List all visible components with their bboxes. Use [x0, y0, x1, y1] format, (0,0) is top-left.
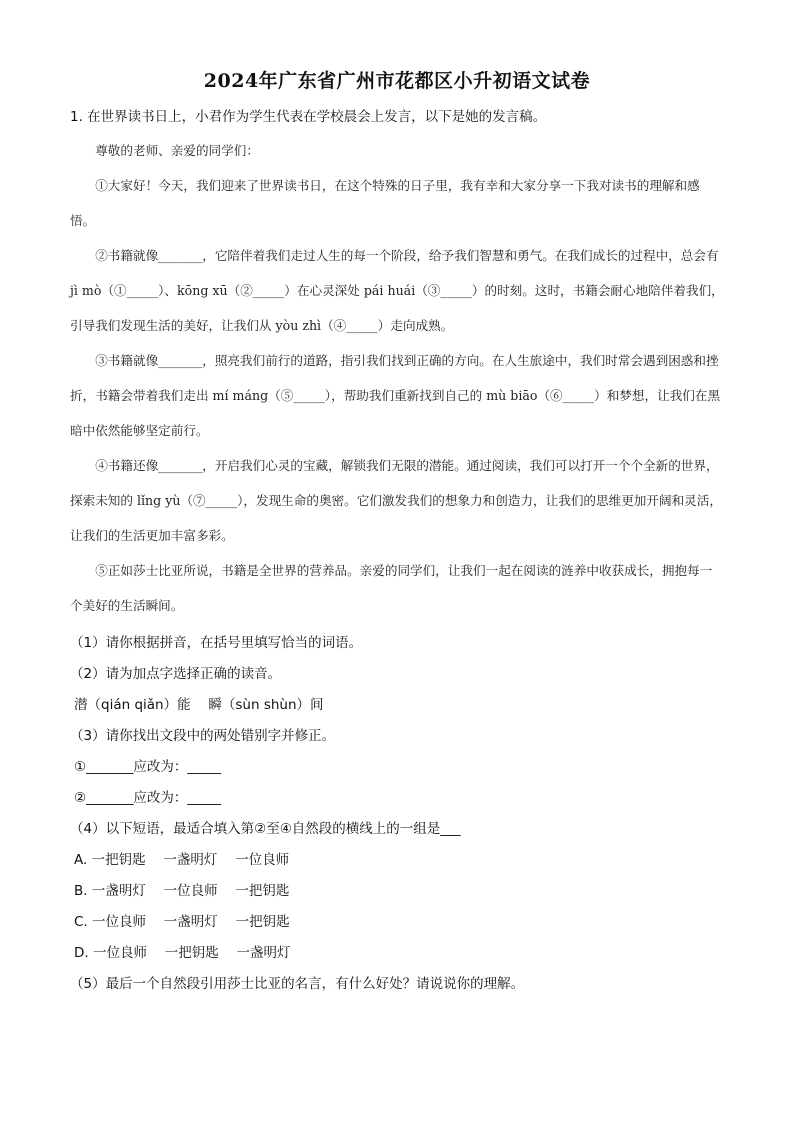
subquestion-1: （1）请你根据拼音，在括号里填写恰当的词语。	[70, 635, 363, 651]
speech-text	[70, 140, 724, 623]
subquestion-2-options: 潜（qián qiǎn）能 瞬（sùn shùn）间	[74, 697, 324, 713]
subquestion-4: （4）以下短语，最适合填入第②至④自然段的横线上的一组是___	[70, 821, 461, 837]
option-a: A. 一把钥匙 一盏明灯 一位良师	[74, 852, 290, 868]
question-1-stem: 1. 在世界读书日上，小君作为学生代表在学校晨会上发言，以下是她的发言稿。	[70, 109, 547, 125]
speech-paragraph-5: ⑤正如莎士比亚所说，书籍是全世界的营养品。亲爱的同学们，让我们一起在阅读的涟养中收获成长，拥抱每一个美好的生活瞬间。	[70, 563, 713, 613]
speech-paragraph-3: ③书籍就像_______，照亮我们前行的道路，指引我们找到正确的方向。在人生旅途中，我们时常会遇到困惑和挫折，书籍会带着我们走出 mí máng（⑤_____），帮助我们重新找到自己的 mù biāo（⑥_____）和梦想，让我们在黑暗中依然能够坚定前行。	[70, 353, 721, 438]
speech-greeting: 尊敬的老师、亲爱的同学们：	[95, 143, 259, 158]
speech-paragraph-4: ④书籍还像_______，开启我们心灵的宝藏，解锁我们无限的潜能。通过阅读，我们可以打开一个个全新的世界，探索未知的 lǐng yù（⑦_____），发现生命的奥密。它们激发我们的想象力和创造力，让我们的思维更加开阔和灵活，让我们的生活更加丰富多彩。	[70, 458, 722, 543]
subquestion-5: （5）最后一个自然段引用莎士比亚的名言，有什么好处？请说说你的理解。	[70, 976, 525, 992]
subquestions	[70, 633, 724, 994]
option-d: D. 一位良师 一把钥匙 一盏明灯	[74, 945, 291, 961]
option-c: C. 一位良师 一盏明灯 一把钥匙	[74, 914, 290, 930]
speech-paragraph-2: ②书籍就像_______，它陪伴着我们走过人生的每一个阶段，给予我们智慧和勇气。在我们成长的过程中，总会有 jì mò（①_____）、kōng xū（②_____）在心灵深处 pái huái（③_____）的时刻。这时，书籍会耐心地陪伴着我们，引导我们发现生活的美好，让我们从 yòu zhì（④_____）走向成熟。	[70, 248, 724, 333]
option-b: B. 一盏明灯 一位良师 一把钥匙	[74, 883, 290, 899]
subquestion-2: （2）请为加点字选择正确的读音。	[70, 666, 282, 682]
subquestion-3: （3）请你找出文段中的两处错别字并修正。	[70, 728, 336, 744]
exam-title: 2024年广东省广州市花都区小升初语文试卷	[203, 70, 591, 92]
subquestion-3-blank-2: ②_______应改为：_____	[74, 790, 222, 806]
subquestion-3-blank-1: ①_______应改为：_____	[74, 759, 222, 775]
speech-paragraph-1: ①大家好！今天，我们迎来了世界读书日，在这个特殊的日子里，我有幸和大家分享一下我对读书的理解和感悟。	[70, 178, 700, 228]
